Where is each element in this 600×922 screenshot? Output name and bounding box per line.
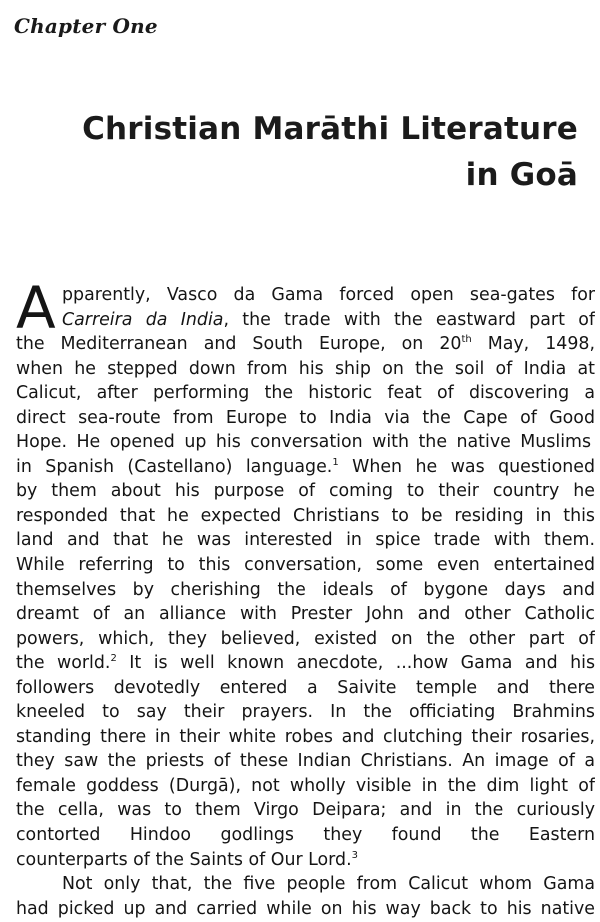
text-line: had picked up and carried while on his way back to his native <box>16 898 595 919</box>
footnote-marker: 2 <box>110 653 117 665</box>
footnote-marker: 3 <box>351 849 358 861</box>
text-line: when he stepped down from his ship on the soil of India at <box>16 358 595 379</box>
text-line: in Spanish (Castellano) language.$^1$ When he was questioned <box>16 456 595 477</box>
text-line: followers devotedly entered a Saivite temple and there <box>16 677 595 698</box>
text-line: Not only that, the five people from Calicut whom Gama <box>62 874 595 895</box>
text-line: land and that he was interested in spice trade with them. <box>16 530 595 551</box>
chapter-title <box>58 106 578 198</box>
text-line: kneeled to say their prayers. In the officiating Brahmins <box>16 702 595 723</box>
chapter-title-line-1: Christian Marāthi Literature <box>82 111 578 147</box>
text-line: powers, which, they believed, existed on the other part of <box>16 628 595 649</box>
chapter-label: Chapter One <box>14 14 158 38</box>
text-line: female goddess (Durgā), not wholly visible in the dim light of <box>16 775 595 796</box>
text-line: by them about his purpose of coming to their country he <box>16 481 595 502</box>
paragraph-1 <box>16 274 595 872</box>
text-line: counterparts of the Saints of Our Lord.$^3$ <box>16 849 358 870</box>
text-line: the Mediterranean and South Europe, on 20th May, 1498, <box>16 334 595 355</box>
text-line: While referring to this conversation, some even entertained <box>16 555 595 576</box>
text-line: Carreira da India, the trade with the eastward part of <box>62 309 595 330</box>
text-line: the world.$^2$ It is well known anecdote, ...how Gama and his <box>16 653 595 674</box>
text-line: contorted Hindoo godlings they found the Eastern <box>16 825 595 846</box>
text-line: they saw the priests of these Indian Christians. An image of a <box>16 751 595 772</box>
chapter-title-line-2: in Goā <box>465 157 578 193</box>
text-line: Hope. He opened up his conversation with the native Muslims <box>16 432 592 453</box>
text-line: direct sea-route from Europe to India via the Cape of Good <box>16 407 595 428</box>
text-line: themselves by cherishing the ideals of bygone days and <box>16 579 595 600</box>
body-text <box>16 274 595 921</box>
text-line: responded that he expected Christians to be residing in this <box>16 505 595 526</box>
ordinal-suffix: th <box>461 334 472 346</box>
footnote-marker: 1 <box>332 456 339 468</box>
paragraph-2 <box>16 872 595 921</box>
drop-cap: A <box>16 274 56 342</box>
text-line: the cella, was to them Virgo Deipara; and in the curiously <box>16 800 595 821</box>
text-line: Calicut, after performing the historic feat of discovering a <box>16 383 595 404</box>
text-line: pparently, Vasco da Gama forced open sea-gates for <box>62 285 595 305</box>
text-line: standing there in their white robes and clutching their rosaries, <box>16 726 595 747</box>
text-line: dreamt of an alliance with Prester John and other Catholic <box>16 604 595 625</box>
